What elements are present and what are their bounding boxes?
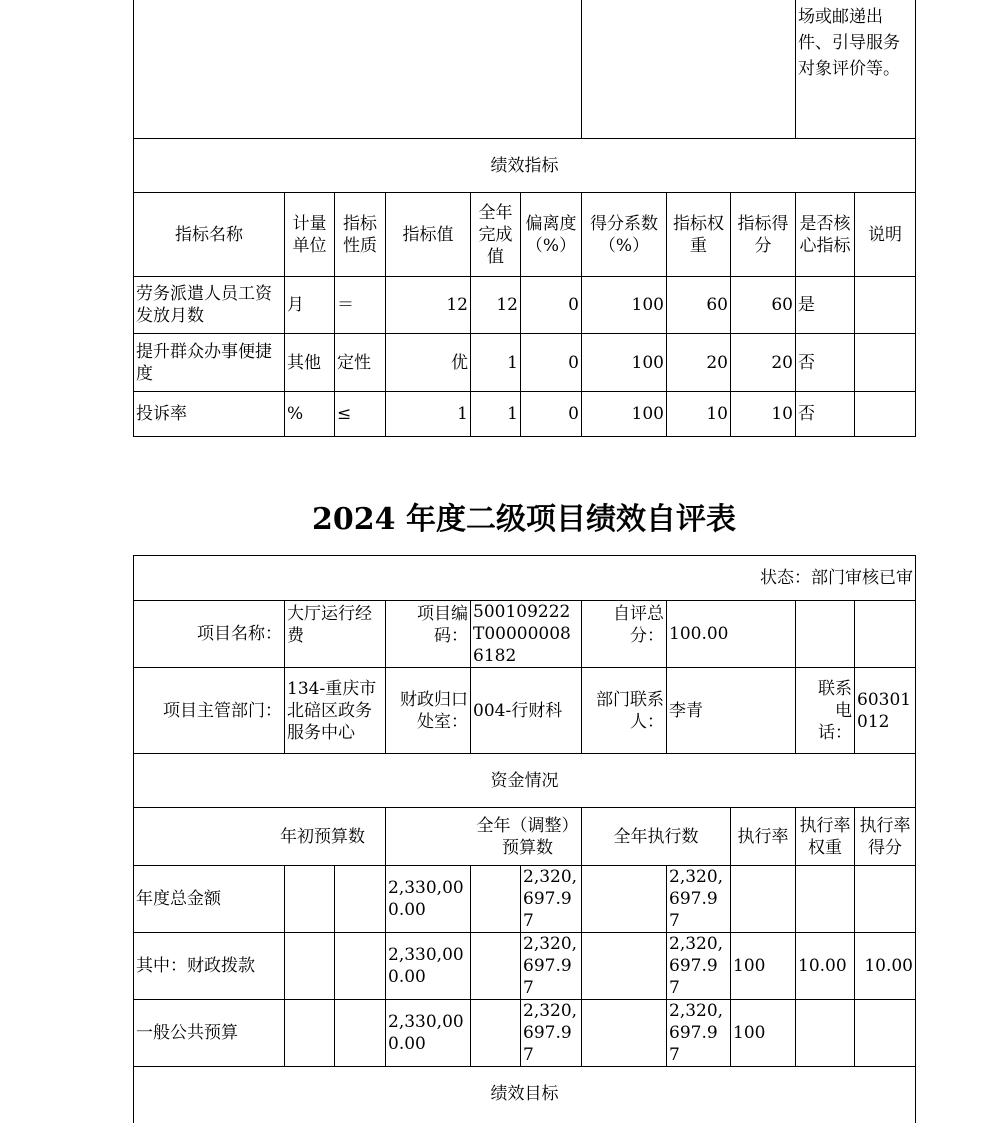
blank-cell (582, 866, 667, 933)
goals-title: 绩效目标 (134, 1067, 916, 1123)
table-row (134, 334, 916, 392)
blank-cell (796, 601, 855, 668)
blank-cell (471, 866, 521, 933)
blank-cell (335, 933, 386, 1000)
indicator-coef: 100 (582, 277, 667, 334)
indicator-core: 否 (796, 334, 855, 392)
indicator-weight: 20 (667, 334, 731, 392)
blank-cell (582, 1000, 667, 1067)
table-row (134, 392, 916, 437)
header-cell: 指标名称 (134, 193, 285, 277)
header-cell: 指标权重 (667, 193, 731, 277)
indicator-name: 劳务派遣人员工资发放月数 (134, 277, 285, 334)
indicator-name: 提升群众办事便捷度 (134, 334, 285, 392)
funds-title: 资金情况 (134, 754, 916, 808)
header-cell: 计量单位 (285, 193, 335, 277)
header-cell: 得分系数（%） (582, 193, 667, 277)
indicator-name: 投诉率 (134, 392, 285, 437)
indicator-note (855, 277, 916, 334)
table-row (134, 277, 916, 334)
status-row (134, 556, 916, 601)
funds-header-rate-weight: 执行率权重 (796, 808, 855, 866)
blank-cell (471, 1000, 521, 1067)
phone-label: 联系电话： (796, 668, 855, 754)
indicator-note (855, 392, 916, 437)
project-name-row (134, 601, 916, 668)
indicator-deviation: 0 (521, 392, 582, 437)
blank-cell (335, 1000, 386, 1067)
department-row (134, 668, 916, 754)
project-code-label: 项目编码： (386, 601, 471, 668)
indicator-unit: % (285, 392, 335, 437)
page-title: 2024 年度二级项目绩效自评表 (312, 502, 736, 537)
status-badge: 状态：部门审核已审 (134, 556, 916, 601)
dept-label: 项目主管部门： (134, 668, 285, 754)
indicator-value: 优 (386, 334, 471, 392)
funds-header-row (134, 808, 916, 866)
funds-title-row (134, 754, 916, 808)
table-row (134, 1000, 916, 1067)
dept: 134-重庆市北碚区政务服务中心 (285, 668, 386, 754)
section-title: 绩效指标 (134, 139, 916, 193)
funds-rate (731, 866, 796, 933)
indicator-done: 1 (471, 334, 521, 392)
indicator-core: 否 (796, 392, 855, 437)
indicator-core: 是 (796, 277, 855, 334)
funds-weight (796, 1000, 855, 1067)
contact: 李青 (667, 668, 796, 754)
indicator-deviation: 0 (521, 277, 582, 334)
indicator-coef: 100 (582, 392, 667, 437)
header-cell: 指标得分 (731, 193, 796, 277)
blank-cell (285, 866, 335, 933)
blank-cell (285, 1000, 335, 1067)
funds-initial: 2,330,000.00 (386, 933, 471, 1000)
funds-header-executed: 全年执行数 (582, 808, 731, 866)
table-row (134, 933, 916, 1000)
indicator-deviation: 0 (521, 334, 582, 392)
table-row (134, 866, 916, 933)
funds-header-rate-score: 执行率得分 (855, 808, 916, 866)
section-title-row (134, 139, 916, 193)
indicator-score: 60 (731, 277, 796, 334)
indicator-score: 20 (731, 334, 796, 392)
blank-cell (471, 933, 521, 1000)
blank-cell (285, 933, 335, 1000)
indicator-coef: 100 (582, 334, 667, 392)
funds-score (855, 1000, 916, 1067)
indicator-unit: 其他 (285, 334, 335, 392)
funds-adjusted: 2,320,697.97 (521, 933, 582, 1000)
indicator-table (133, 0, 916, 437)
blank-cell (582, 933, 667, 1000)
header-cell: 是否核心指标 (796, 193, 855, 277)
funds-adjusted: 2,320,697.97 (521, 1000, 582, 1067)
funds-weight (796, 866, 855, 933)
funds-row-label: 年度总金额 (134, 866, 285, 933)
funds-row-label: 一般公共预算 (134, 1000, 285, 1067)
contact-label: 部门联系人： (582, 668, 667, 754)
funds-score (855, 866, 916, 933)
header-cell: 指标值 (386, 193, 471, 277)
fragment-cell-middle (582, 0, 796, 139)
project-name: 大厅运行经费 (285, 601, 386, 668)
self-score: 100.00 (667, 601, 796, 668)
header-cell: 指标性质 (335, 193, 386, 277)
evaluation-table (133, 555, 916, 1123)
funds-executed: 2,320,697.97 (667, 866, 731, 933)
funds-score: 10.00 (855, 933, 916, 1000)
fragment-row (134, 0, 916, 139)
indicator-nature: 定性 (335, 334, 386, 392)
header-cell: 偏离度（%） (521, 193, 582, 277)
indicator-score: 10 (731, 392, 796, 437)
funds-executed: 2,320,697.97 (667, 1000, 731, 1067)
funds-row-label: 其中：财政拨款 (134, 933, 285, 1000)
finance-label: 财政归口处室： (386, 668, 471, 754)
indicator-weight: 60 (667, 277, 731, 334)
indicator-nature: ≤ (335, 392, 386, 437)
fragment-text: 场或邮递出件、引导服务对象评价等。 (796, 0, 916, 139)
indicator-nature: ＝ (335, 277, 386, 334)
phone: 60301012 (855, 668, 916, 754)
header-cell: 说明 (855, 193, 916, 277)
indicator-weight: 10 (667, 392, 731, 437)
funds-initial: 2,330,000.00 (386, 866, 471, 933)
header-row (134, 193, 916, 277)
funds-header-initial: 年初预算数 (134, 808, 386, 866)
funds-rate: 100 (731, 1000, 796, 1067)
goals-title-row (134, 1067, 916, 1123)
fragment-cell-left (134, 0, 582, 139)
project-name-label: 项目名称： (134, 601, 285, 668)
indicator-value: 12 (386, 277, 471, 334)
funds-header-rate: 执行率 (731, 808, 796, 866)
funds-rate: 100 (731, 933, 796, 1000)
indicator-done: 12 (471, 277, 521, 334)
project-code: 500109222T000000086182 (471, 601, 582, 668)
funds-weight: 10.00 (796, 933, 855, 1000)
self-score-label: 自评总分： (582, 601, 667, 668)
funds-adjusted: 2,320,697.97 (521, 866, 582, 933)
indicator-unit: 月 (285, 277, 335, 334)
funds-initial: 2,330,000.00 (386, 1000, 471, 1067)
blank-cell (335, 866, 386, 933)
blank-cell (855, 601, 916, 668)
finance: 004-行财科 (471, 668, 582, 754)
funds-executed: 2,320,697.97 (667, 933, 731, 1000)
indicator-note (855, 334, 916, 392)
indicator-done: 1 (471, 392, 521, 437)
indicator-value: 1 (386, 392, 471, 437)
header-cell: 全年完成值 (471, 193, 521, 277)
funds-header-adjusted: 全年（调整）预算数 (386, 808, 582, 866)
